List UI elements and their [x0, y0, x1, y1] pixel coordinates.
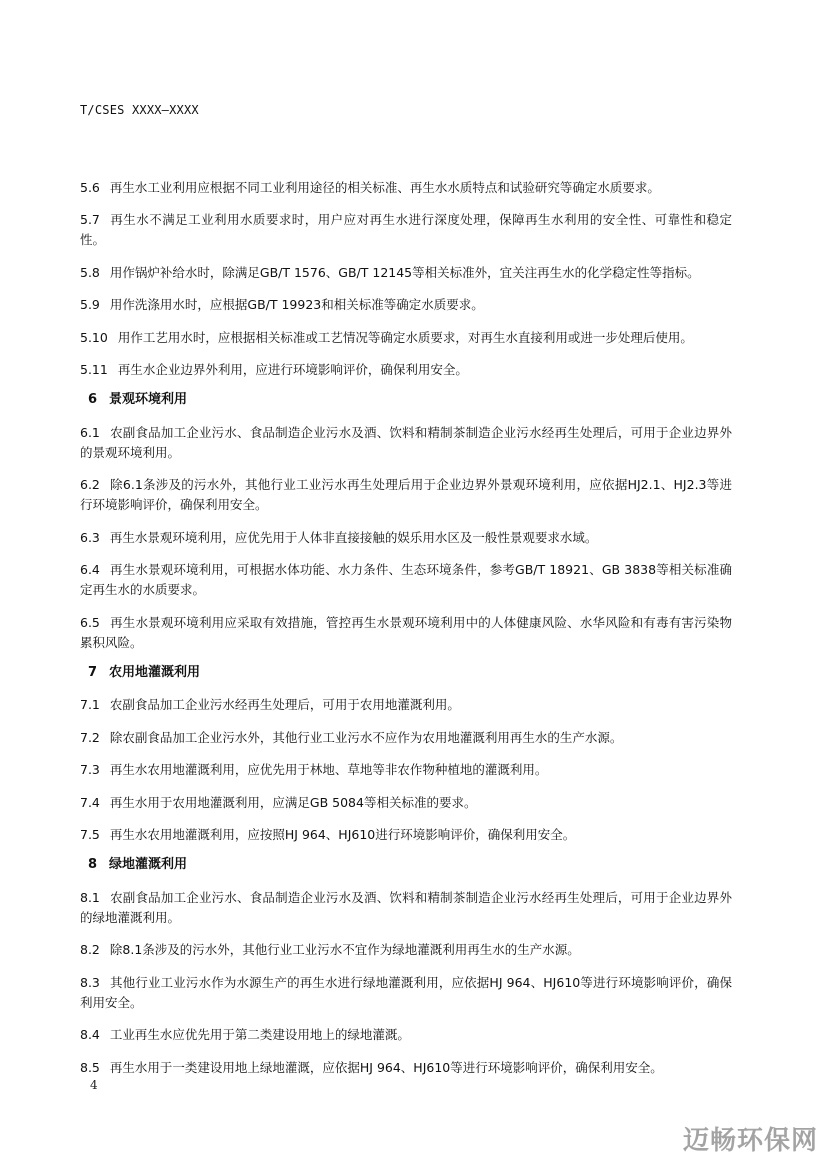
clause-6-4: [80, 560, 732, 600]
clause-text: 其他行业工业污水作为水源生产的再生水进行绿地灌溉利用，应依据HJ 964、HJ610等进行环境影响评价，确保利用安全。: [80, 974, 732, 1010]
clause-text: 再生水农用地灌溉利用，应优先用于林地、草地等非农作物种植地的灌溉利用。: [109, 762, 548, 777]
clause-8-1: [80, 888, 732, 928]
clause-number: 8.2: [80, 942, 100, 957]
clause-number: 5.7: [80, 212, 100, 227]
clause-text: 除8.1条涉及的污水外，其他行业工业污水不宜作为绿地灌溉利用再生水的生产水源。: [109, 942, 580, 957]
clause-7-4: [80, 793, 732, 813]
clause-text: 再生水景观环境利用，应优先用于人体非直接接触的娱乐用水区及一般性景观要求水域。: [109, 529, 598, 545]
clause-text: 再生水农用地灌溉利用，应按照HJ 964、HJ610进行环境影响评价，确保利用安全。: [109, 827, 576, 842]
section-number: 8: [88, 857, 98, 872]
page-number: 4: [90, 1078, 98, 1092]
document-body: [80, 165, 732, 1085]
clause-number: 6.3: [80, 529, 100, 545]
clause-6-2: [80, 475, 732, 515]
section-title: 绿地灌溉利用: [109, 857, 188, 872]
clause-5-11: [80, 360, 732, 380]
clause-number: 5.10: [80, 329, 108, 345]
clause-number: 7.5: [80, 827, 100, 842]
clause-text: 再生水用于农用地灌溉利用，应满足GB 5084等相关标准的要求。: [109, 794, 477, 810]
clause-text: 用作锅炉补给水时，除满足GB/T 1576、GB/T 12145等相关标准外，宜关注再生水的化学稳定性等指标。: [109, 264, 700, 280]
clause-7-3: [80, 760, 732, 780]
section-heading-6: [80, 390, 732, 410]
clause-7-2: [80, 728, 732, 748]
section-title: 农用地灌溉利用: [109, 664, 201, 680]
clause-number: 6.1: [80, 424, 100, 440]
clause-text: 农副食品加工企业污水、食品制造企业污水及酒、饮料和精制茶制造企业污水经再生处理后，可用于企业边界外的景观环境利用。: [80, 424, 732, 460]
clause-5-8: [80, 263, 732, 283]
clause-text: 农副食品加工企业污水经再生处理后，可用于农用地灌溉利用。: [109, 697, 460, 712]
clause-text: 除农副食品加工企业污水外，其他行业工业污水不应作为农用地灌溉利用再生水的生产水源。: [109, 729, 623, 745]
site-watermark: 迈畅环保网: [682, 1126, 818, 1156]
clause-text: 再生水景观环境利用，可根据水体功能、水力条件、生态环境条件，参考GB/T 18921、GB 3838等相关标准确定再生水的水质要求。: [80, 562, 732, 597]
clause-6-5: [80, 613, 732, 653]
clause-5-6: [80, 178, 732, 198]
section-title: 景观环境利用: [109, 392, 188, 407]
clause-8-4: [80, 1025, 732, 1045]
clause-number: 6.2: [80, 477, 100, 492]
clause-number: 5.6: [80, 179, 100, 195]
clause-text: 再生水不满足工业利用水质要求时，用户应对再生水进行深度处理，保障再生水利用的安全性、可靠性和稳定性。: [80, 212, 732, 247]
clause-number: 7.2: [80, 729, 100, 745]
clause-text: 除6.1条涉及的污水外，其他行业工业污水再生处理后用于企业边界外景观环境利用，应依据HJ2.1、HJ2.3等进行环境影响评价，确保利用安全。: [80, 477, 732, 512]
clause-number: 8.4: [80, 1027, 100, 1042]
clause-number: 5.11: [80, 362, 108, 377]
clause-number: 6.4: [80, 562, 100, 577]
clause-text: 再生水企业边界外利用，应进行环境影响评价，确保利用安全。: [117, 362, 468, 377]
clause-8-2: [80, 940, 732, 960]
clause-number: 7.4: [80, 794, 100, 810]
clause-number: 8.1: [80, 889, 100, 905]
clause-text: 用作洗涤用水时，应根据GB/T 19923和相关标准等确定水质要求。: [109, 297, 484, 312]
clause-7-5: [80, 825, 732, 845]
clause-text: 用作工艺用水时，应根据相关标准或工艺情况等确定水质要求，对再生水直接利用或进一步处理后使用。: [117, 329, 693, 345]
clause-number: 8.5: [80, 1059, 100, 1075]
clause-8-5: [80, 1058, 732, 1078]
clause-6-3: [80, 528, 732, 548]
document-code: T/CSES XXXX—XXXX: [80, 103, 199, 117]
clause-5-7: [80, 210, 732, 250]
clause-number: 5.9: [80, 297, 100, 312]
clause-text: 再生水景观环境利用应采取有效措施，管控再生水景观环境利用中的人体健康风险、水华风险和有毒有害污染物累积风险。: [80, 614, 732, 650]
clause-number: 7.3: [80, 762, 100, 777]
section-heading-7: [80, 663, 732, 683]
clause-5-9: [80, 295, 732, 315]
section-heading-8: [80, 855, 732, 875]
clause-7-1: [80, 695, 732, 715]
clause-number: 8.3: [80, 974, 100, 990]
clause-text: 再生水工业利用应根据不同工业利用途径的相关标准、再生水水质特点和试验研究等确定水质要求。: [109, 179, 660, 195]
clause-5-10: [80, 328, 732, 348]
clause-number: 5.8: [80, 264, 100, 280]
clause-8-3: [80, 973, 732, 1013]
clause-number: 7.1: [80, 697, 100, 712]
section-number: 6: [88, 392, 98, 407]
clause-6-1: [80, 423, 732, 463]
clause-text: 再生水用于一类建设用地上绿地灌溉，应依据HJ 964、HJ610等进行环境影响评价，确保利用安全。: [109, 1059, 663, 1075]
clause-number: 6.5: [80, 614, 100, 630]
clause-text: 工业再生水应优先用于第二类建设用地上的绿地灌溉。: [109, 1027, 410, 1042]
clause-text: 农副食品加工企业污水、食品制造企业污水及酒、饮料和精制茶制造企业污水经再生处理后，可用于企业边界外的绿地灌溉利用。: [80, 889, 732, 925]
section-number: 7: [88, 664, 98, 680]
